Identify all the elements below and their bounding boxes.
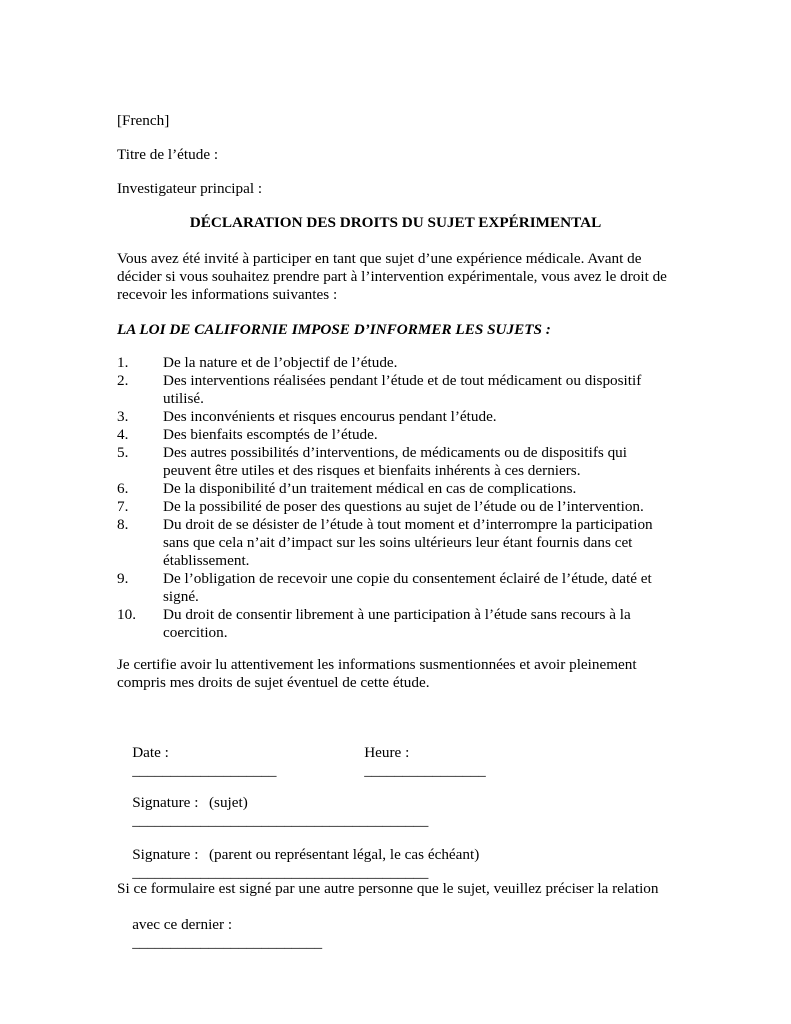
relation-note-line1: Si ce formulaire est signé par une autre personne que le sujet, veuillez préciser la relation — [117, 880, 659, 897]
list-item-text: Des inconvénients et risques encourus pendant l’étude. — [163, 408, 497, 425]
list-item — [117, 444, 677, 480]
guardian-signature-label: Signature : — [132, 846, 199, 863]
rights-list — [117, 354, 677, 642]
list-item-number: 4. — [117, 426, 129, 443]
investigator-label: Investigateur principal : — [117, 180, 263, 197]
list-item-number: 9. — [117, 570, 129, 587]
relation-field — [117, 898, 322, 970]
list-item-text: De la nature et de l’objectif de l’étude. — [163, 354, 398, 371]
list-item — [117, 480, 677, 498]
subject-signature-line[interactable]: _______________________________________ — [132, 812, 429, 829]
list-item-text: Du droit de consentir librement à une participation à l’étude sans recours à la coercition. — [163, 606, 631, 641]
guardian-signature-line[interactable]: _______________________________________ — [132, 864, 429, 881]
list-item — [117, 354, 677, 372]
list-item-number: 5. — [117, 444, 129, 461]
list-item — [117, 498, 677, 516]
list-item-text: De l’obligation de recevoir une copie du consentement éclairé de l’étude, daté et signé. — [163, 570, 652, 605]
subject-signature-caption: (sujet) — [209, 794, 248, 811]
law-heading: LA LOI DE CALIFORNIE IMPOSE D’INFORMER LES SUJETS : — [117, 321, 551, 338]
certification-paragraph: Je certifie avoir lu attentivement les informations susmentionnées et avoir pleinement compris mes droits de sujet éventuel de cette étude. — [117, 656, 637, 691]
list-item-text: Du droit de se désister de l’étude à tout moment et d’interrompre la participation sans que cela n’ait d’impact sur les soins ultérieurs leur étant fournis dans cet établissement. — [163, 516, 653, 569]
language-tag: [French] — [117, 112, 170, 129]
list-item-text: De la possibilité de poser des questions au sujet de l’étude ou de l’intervention. — [163, 498, 644, 515]
relation-input-line[interactable]: _________________________ — [132, 934, 323, 951]
date-label: Date : — [132, 744, 169, 761]
list-item — [117, 426, 677, 444]
list-item-number: 7. — [117, 498, 129, 515]
intro-paragraph: Vous avez été invité à participer en tant que sujet d’une expérience médicale. Avant de décider si vous souhaitez prendre part à l’intervention expérimentale, vous avez le droit de recevoir les informations suivantes : — [117, 250, 667, 303]
list-item-number: 8. — [117, 516, 129, 533]
time-input-line[interactable]: ________________ — [364, 762, 486, 779]
date-input-line[interactable]: ___________________ — [132, 762, 277, 779]
list-item — [117, 372, 677, 408]
list-item-text: Des autres possibilités d’interventions, de médicaments ou de dispositifs qui peuvent être utiles et des risques et bienfaits inhérents à ces derniers. — [163, 444, 627, 479]
list-item-text: Des interventions réalisées pendant l’étude et de tout médicament ou dispositif utilisé. — [163, 372, 642, 407]
subject-signature-label: Signature : — [132, 794, 199, 811]
guardian-signature-caption: (parent ou représentant légal, le cas échéant) — [209, 846, 480, 863]
list-item-number: 10. — [117, 606, 136, 623]
document-title: DÉCLARATION DES DROITS DU SUJET EXPÉRIMENTAL — [189, 214, 602, 231]
list-item-number: 6. — [117, 480, 129, 497]
list-item — [117, 408, 677, 426]
list-item-number: 1. — [117, 354, 129, 371]
study-title-label: Titre de l’étude : — [117, 146, 219, 163]
time-label: Heure : — [364, 744, 410, 761]
relation-label: avec ce dernier : — [132, 916, 233, 933]
list-item-text: De la disponibilité d’un traitement médical en cas de complications. — [163, 480, 577, 497]
list-item — [117, 570, 677, 606]
list-item-number: 2. — [117, 372, 129, 389]
list-item-text: Des bienfaits escomptés de l’étude. — [163, 426, 378, 443]
list-item — [117, 516, 677, 570]
list-item-number: 3. — [117, 408, 129, 425]
list-item — [117, 606, 677, 642]
